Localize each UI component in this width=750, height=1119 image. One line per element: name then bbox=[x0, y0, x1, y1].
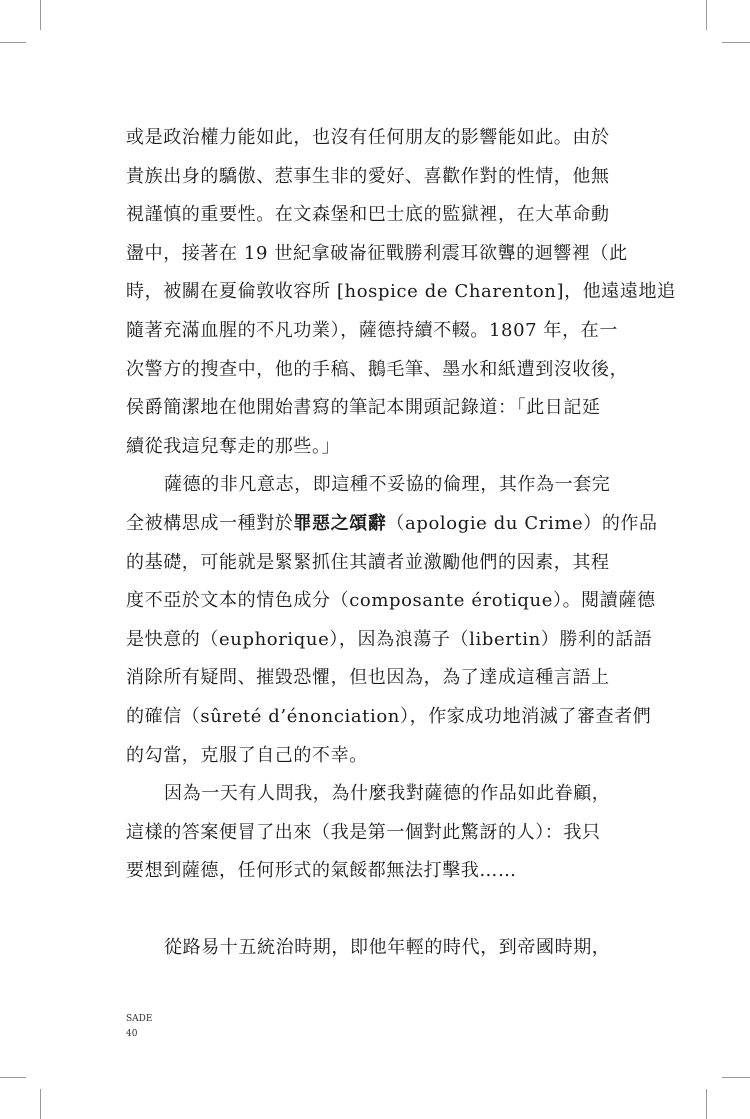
crop-mark bbox=[0, 42, 26, 43]
page-footer bbox=[126, 1012, 152, 1042]
text-run: （apologie du Crime）的作品 bbox=[386, 512, 658, 534]
text-line: 的確信（sûreté d’énonciation），作家成功地消滅了審查者們 bbox=[126, 705, 652, 727]
text-line: 侯爵簡潔地在他開始書寫的筆記本開頭記錄道：「此日記延 bbox=[126, 397, 601, 419]
page-number: 40 bbox=[126, 1029, 138, 1039]
text-run: 全被構思成一種對於 bbox=[126, 512, 294, 534]
bold-term: 罪惡之頌辭 bbox=[293, 512, 387, 534]
paragraph-1 bbox=[126, 119, 676, 466]
text-line: 次警方的搜查中，他的手稿、鵝毛筆、墨水和紙遭到沒收後， bbox=[126, 358, 629, 380]
text-line: 因為一天有人問我，為什麼我對薩德的作品如此眷顧， bbox=[164, 783, 611, 805]
text-line: 消除所有疑問、摧毀恐懼，但也因為，為了達成這種言語上 bbox=[126, 667, 610, 689]
crop-mark bbox=[706, 0, 707, 30]
text-line: 或是政治權力能如此，也沒有任何朋友的影響能如此。由於 bbox=[126, 127, 610, 148]
text-line: 隨著充滿血腥的不凡功業），薩德持續不輟。1807 年，在一 bbox=[126, 319, 618, 341]
section-gap bbox=[126, 891, 616, 929]
text-line bbox=[126, 505, 658, 544]
body-text bbox=[126, 119, 676, 967]
text-line: 視謹慎的重要性。在文森堡和巴士底的監獄裡，在大革命動 bbox=[126, 204, 610, 226]
paragraph-4 bbox=[126, 929, 616, 968]
text-line: 是快意的（euphorique），因為浪蕩子（libertin）勝利的話語 bbox=[126, 628, 653, 650]
crop-mark bbox=[40, 0, 41, 30]
crop-mark bbox=[40, 1089, 41, 1119]
paragraph-3 bbox=[126, 775, 616, 891]
text-line: 時，被關在夏倫敦收容所 [hospice de Charenton]，他遠遠地追 bbox=[126, 281, 676, 303]
text-line: 續從我這兒奪走的那些。」 bbox=[126, 435, 341, 457]
text-line: 這樣的答案便冒了出來（我是第一個對此驚訝的人）：我只 bbox=[126, 821, 601, 843]
text-line: 薩德的非凡意志，即這種不妥協的倫理，其作為一套完 bbox=[164, 474, 611, 496]
text-line: 的勾當，克服了自己的不幸。 bbox=[126, 744, 368, 766]
text-line: 的基礎，可能就是緊緊抓住其讀者並激勵他們的因素，其程 bbox=[126, 551, 610, 573]
text-line: 貴族出身的驕傲、惹事生非的愛好、喜歡作對的性情，他無 bbox=[126, 165, 610, 187]
running-head: SADE bbox=[126, 1014, 153, 1024]
crop-mark bbox=[0, 1077, 26, 1078]
crop-mark bbox=[706, 1089, 707, 1119]
text-line: 度不亞於文本的情色成分（composante érotique）。閱讀薩德 bbox=[126, 590, 656, 612]
crop-mark bbox=[722, 1077, 750, 1078]
paragraph-2 bbox=[126, 466, 658, 775]
text-line: 要想到薩德，任何形式的氣餒都無法打擊我…… bbox=[126, 860, 517, 882]
text-line: 盪中，接著在 19 世紀拿破崙征戰勝利震耳欲聾的迴響裡（此 bbox=[126, 242, 628, 264]
text-line: 從路易十五統治時期，即他年輕的時代，到帝國時期， bbox=[164, 936, 611, 958]
crop-mark bbox=[722, 42, 750, 43]
